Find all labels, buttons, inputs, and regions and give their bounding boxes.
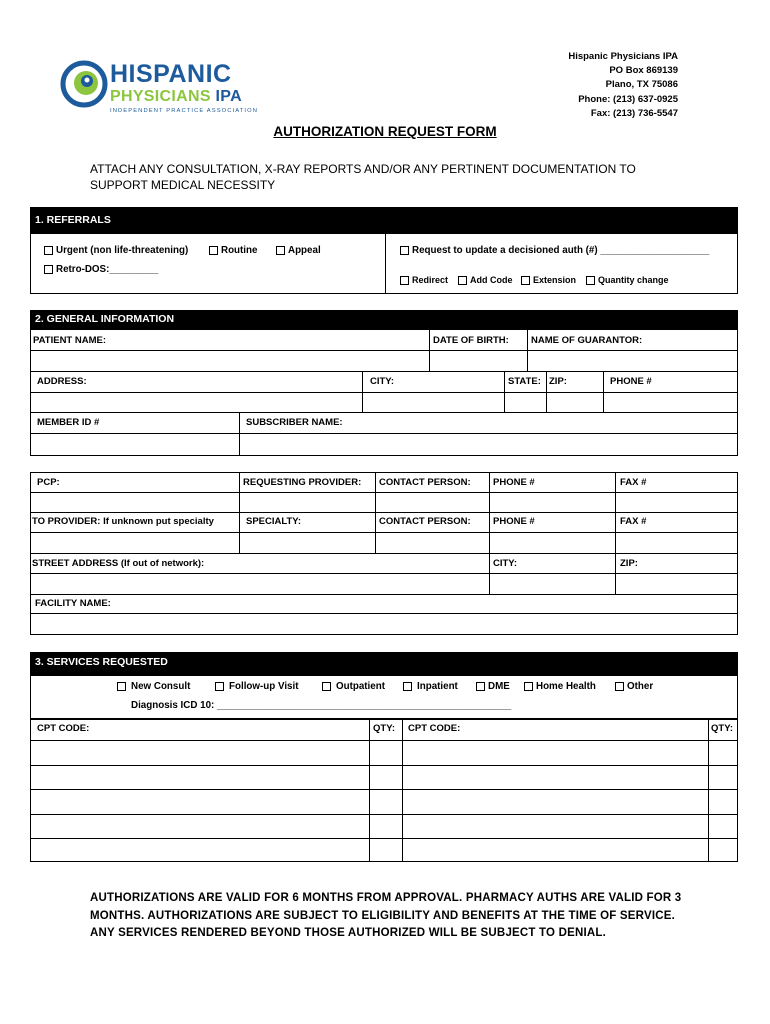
provider-phone-label: PHONE # bbox=[493, 477, 535, 488]
request-update-checkbox[interactable] bbox=[400, 246, 409, 255]
cpt-code-label-1: CPT CODE: bbox=[37, 723, 90, 734]
logo-mark-icon bbox=[60, 60, 108, 108]
cpt-col-line bbox=[708, 719, 709, 862]
patient-name-field[interactable] bbox=[31, 351, 428, 370]
inpatient-option[interactable] bbox=[403, 681, 458, 692]
prov-line bbox=[30, 512, 738, 513]
add-code-label: Add Code bbox=[470, 275, 513, 285]
org-po-box: PO Box 869139 bbox=[609, 65, 678, 77]
patient-name-label: PATIENT NAME: bbox=[33, 335, 107, 346]
cpt-code-label-2: CPT CODE: bbox=[408, 723, 461, 734]
follow-up-option[interactable] bbox=[215, 681, 298, 692]
to-provider-field[interactable] bbox=[31, 533, 238, 552]
logo-tagline: INDEPENDENT PRACTICE ASSOCIATION bbox=[110, 108, 259, 114]
prov-vline bbox=[489, 472, 490, 594]
pcp-field[interactable] bbox=[31, 493, 238, 511]
to-provider-label: TO PROVIDER: If unknown put specialty bbox=[32, 516, 214, 527]
street-address-label: STREET ADDRESS (If out of network): bbox=[32, 558, 205, 569]
attach-note: ATTACH ANY CONSULTATION, X-RAY REPORTS AND/OR ANY PERTINENT DOCUMENTATION TO SUPPORT MEDICAL NECESSITY bbox=[90, 162, 636, 192]
extension-label: Extension bbox=[533, 275, 577, 285]
org-address-block bbox=[568, 50, 678, 121]
request-update-option[interactable] bbox=[400, 245, 709, 256]
dob-label: DATE OF BIRTH: bbox=[433, 335, 509, 346]
appeal-label: Appeal bbox=[288, 245, 321, 256]
address-field[interactable] bbox=[31, 393, 361, 411]
home-health-option[interactable] bbox=[524, 681, 596, 692]
contact-person-label: CONTACT PERSON: bbox=[379, 477, 471, 488]
add-code-option[interactable] bbox=[458, 275, 513, 285]
home-health-label: Home Health bbox=[536, 681, 596, 692]
quantity-change-label: Quantity change bbox=[598, 275, 669, 285]
inpatient-checkbox[interactable] bbox=[403, 682, 412, 691]
member-id-field[interactable] bbox=[31, 434, 238, 455]
new-consult-label: New Consult bbox=[131, 681, 191, 692]
qty-label-2: QTY: bbox=[711, 723, 733, 734]
urgent-option[interactable] bbox=[44, 245, 188, 256]
pcp-label: PCP: bbox=[37, 477, 60, 488]
redirect-label: Redirect bbox=[412, 275, 449, 285]
prov-vline bbox=[615, 472, 616, 594]
provider-fax-label: FAX # bbox=[620, 477, 647, 488]
appeal-checkbox[interactable] bbox=[276, 246, 285, 255]
routine-label: Routine bbox=[221, 245, 258, 256]
address-label: ADDRESS: bbox=[37, 376, 87, 387]
quantity-change-option[interactable] bbox=[586, 275, 669, 285]
gen-vline bbox=[546, 371, 547, 412]
logo bbox=[60, 60, 108, 108]
member-id-label: MEMBER ID # bbox=[37, 417, 100, 428]
gen-line bbox=[30, 412, 738, 413]
prov-vline bbox=[375, 472, 376, 553]
outpatient-label: Outpatient bbox=[336, 681, 385, 692]
routine-option[interactable] bbox=[209, 245, 257, 256]
urgent-checkbox[interactable] bbox=[44, 246, 53, 255]
extension-option[interactable] bbox=[521, 275, 576, 285]
outpatient-option[interactable] bbox=[322, 681, 385, 692]
referrals-divider bbox=[385, 233, 386, 294]
guarantor-field[interactable] bbox=[528, 351, 737, 370]
city-field[interactable] bbox=[363, 393, 503, 411]
logo-text-main: HISPANIC bbox=[110, 60, 232, 88]
routine-checkbox[interactable] bbox=[209, 246, 218, 255]
subscriber-label: SUBSCRIBER NAME: bbox=[246, 417, 343, 428]
subscriber-field[interactable] bbox=[240, 434, 737, 455]
other-option[interactable] bbox=[615, 681, 653, 692]
follow-up-checkbox[interactable] bbox=[215, 682, 224, 691]
gen-vline bbox=[603, 371, 604, 412]
inpatient-label: Inpatient bbox=[417, 681, 458, 692]
urgent-label: Urgent (non life-threatening) bbox=[56, 245, 189, 256]
qty-label-1: QTY: bbox=[373, 723, 395, 734]
quantity-change-checkbox[interactable] bbox=[586, 276, 595, 285]
to-fax-label: FAX # bbox=[620, 516, 647, 527]
specialty-label: SPECIALTY: bbox=[246, 516, 302, 527]
street-address-field[interactable] bbox=[31, 574, 488, 593]
general-header: 2. GENERAL INFORMATION bbox=[30, 310, 738, 329]
requesting-provider-label: REQUESTING PROVIDER: bbox=[243, 477, 362, 488]
gen-line bbox=[30, 371, 738, 372]
phone-label: PHONE # bbox=[610, 376, 652, 387]
follow-up-label: Follow-up Visit bbox=[229, 681, 299, 692]
new-consult-option[interactable] bbox=[117, 681, 190, 692]
extension-checkbox[interactable] bbox=[521, 276, 530, 285]
cpt-row-line bbox=[30, 838, 738, 839]
org-name: Hispanic Physicians IPA bbox=[568, 51, 678, 62]
other-label: Other bbox=[627, 681, 654, 692]
appeal-option[interactable] bbox=[276, 245, 321, 256]
retro-dos-label: Retro-DOS:_________ bbox=[56, 264, 159, 275]
dme-option[interactable] bbox=[476, 681, 510, 692]
retro-dos-option[interactable] bbox=[44, 264, 158, 275]
state-label: STATE: bbox=[508, 376, 541, 387]
cpt-row-line bbox=[30, 789, 738, 790]
cpt-row-line bbox=[30, 814, 738, 815]
logo-text-sub bbox=[110, 88, 242, 106]
zip-label: ZIP: bbox=[549, 376, 567, 387]
gen-vline bbox=[504, 371, 505, 412]
logo-sub-physicians: PHYSICIANS bbox=[110, 88, 211, 105]
prov-vline bbox=[239, 472, 240, 553]
cpt-row-line bbox=[30, 740, 738, 741]
dme-label: DME bbox=[488, 681, 510, 692]
cpt-row-line bbox=[30, 765, 738, 766]
prov-line bbox=[30, 594, 738, 595]
to-contact-person-label: CONTACT PERSON: bbox=[379, 516, 471, 527]
add-code-checkbox[interactable] bbox=[458, 276, 467, 285]
request-update-label: Request to update a decisioned auth (#) ____________________ bbox=[412, 245, 710, 256]
guarantor-label: NAME OF GUARANTOR: bbox=[531, 335, 643, 346]
authorization-validity-notice: AUTHORIZATIONS ARE VALID FOR 6 MONTHS FROM APPROVAL. PHARMACY AUTHS ARE VALID FOR 3 MONTHS. AUTHORIZATIONS ARE SUBJECT TO ELIGIBILITY AND BENEFITS AT THE TIME OF SERVICE. ANY SERVICES RENDERED BEYOND THOSE AUTHORIZED WILL BE SUBJECT TO DENIAL. bbox=[90, 892, 682, 939]
provider-city-label: CITY: bbox=[493, 558, 518, 569]
city-label: CITY: bbox=[370, 376, 395, 387]
services-header: 3. SERVICES REQUESTED bbox=[30, 652, 738, 675]
new-consult-checkbox[interactable] bbox=[117, 682, 126, 691]
facility-name-field[interactable] bbox=[31, 614, 737, 634]
org-fax: Fax: (213) 736-5547 bbox=[590, 107, 678, 119]
prov-line bbox=[30, 553, 738, 554]
outpatient-checkbox[interactable] bbox=[322, 682, 331, 691]
other-checkbox[interactable] bbox=[615, 682, 624, 691]
to-phone-label: PHONE # bbox=[493, 516, 535, 527]
cpt-col-line bbox=[402, 719, 403, 862]
referrals-header: 1. REFERRALS bbox=[30, 207, 738, 233]
org-city: Plano, TX 75086 bbox=[605, 79, 678, 91]
facility-name-label: FACILITY NAME: bbox=[35, 598, 111, 609]
redirect-checkbox[interactable] bbox=[400, 276, 409, 285]
redirect-option[interactable] bbox=[400, 275, 448, 285]
form-title: AUTHORIZATION REQUEST FORM bbox=[273, 124, 497, 139]
dme-checkbox[interactable] bbox=[476, 682, 485, 691]
retro-dos-checkbox[interactable] bbox=[44, 265, 53, 274]
org-phone: Phone: (213) 637-0925 bbox=[578, 93, 678, 105]
provider-zip-label: ZIP: bbox=[620, 558, 638, 569]
diagnosis-icd10-label: Diagnosis ICD 10: ______________________________________________________ bbox=[131, 700, 512, 711]
logo-sub-ipa: IPA bbox=[215, 88, 242, 105]
cpt-col-line bbox=[369, 719, 370, 862]
home-health-checkbox[interactable] bbox=[524, 682, 533, 691]
dob-field[interactable] bbox=[430, 351, 526, 370]
